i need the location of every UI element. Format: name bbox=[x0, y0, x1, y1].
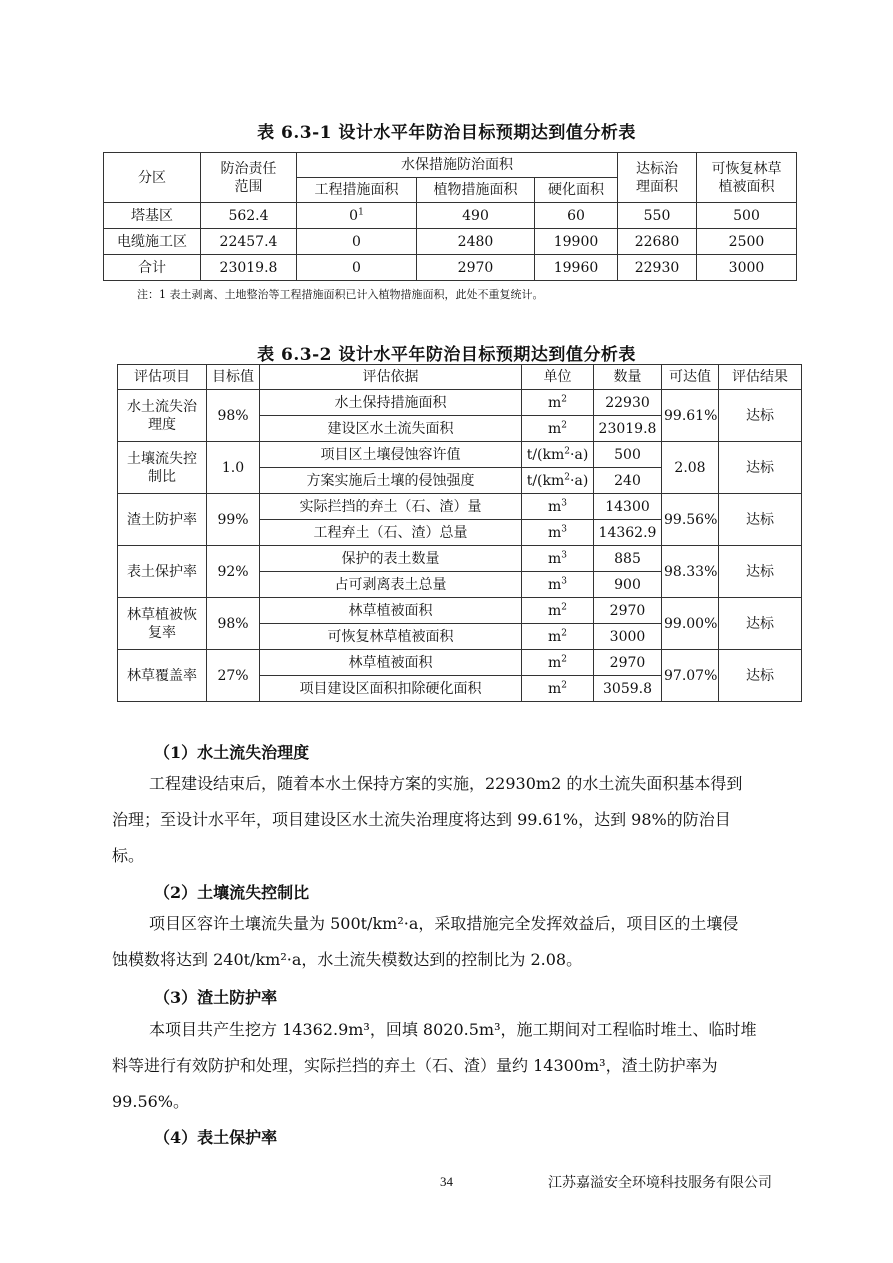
cell-basis: 建设区水土流失面积 bbox=[260, 416, 522, 442]
cell-basis: 林草植被面积 bbox=[260, 650, 522, 676]
cell-eng-value: 0 bbox=[352, 259, 361, 276]
unit-base: t/(km bbox=[526, 472, 565, 489]
cell-item-l2: 制比 bbox=[148, 468, 176, 485]
cell-resp: 562.4 bbox=[201, 203, 297, 229]
para-line: 标。 bbox=[112, 846, 145, 865]
cell-unit bbox=[522, 676, 594, 702]
cell-basis: 项目建设区面积扣除硬化面积 bbox=[260, 676, 522, 702]
unit-base: m bbox=[547, 602, 562, 619]
cell-item-l1: 林草覆盖率 bbox=[127, 667, 197, 684]
th-resp-l2: 范围 bbox=[234, 178, 263, 195]
cell-eng bbox=[297, 229, 417, 255]
cell-basis: 林草植被面积 bbox=[260, 598, 522, 624]
th-item: 评估项目 bbox=[118, 365, 207, 390]
cell-target: 92% bbox=[207, 546, 260, 598]
unit-exponent: 3 bbox=[561, 575, 567, 586]
unit-exponent: 2 bbox=[561, 419, 567, 430]
th-eng: 工程措施面积 bbox=[297, 178, 417, 203]
th-achieve: 可达值 bbox=[662, 365, 719, 390]
para-line: 蚀模数将达到 240t/km²·a，水土流失模数达到的控制比为 2.08。 bbox=[112, 950, 583, 969]
cell-unit bbox=[522, 442, 594, 468]
th-reach-l1: 达标治 bbox=[636, 160, 678, 177]
cell-item bbox=[118, 546, 207, 598]
cell-zone: 电缆施工区 bbox=[104, 229, 201, 255]
cell-qty: 885 bbox=[594, 546, 662, 572]
section-heading: （3）渣土防护率 bbox=[154, 988, 278, 1007]
cell-zone: 合计 bbox=[104, 255, 201, 281]
cell-achieve: 99.00% bbox=[662, 598, 719, 650]
cell-item-l2: 复率 bbox=[148, 624, 176, 641]
cell-resp: 23019.8 bbox=[201, 255, 297, 281]
unit-base: t/(km bbox=[526, 446, 565, 463]
cell-achieve: 99.61% bbox=[662, 390, 719, 442]
para-line: 项目区容许土壤流失量为 500t/km²·a，采取措施完全发挥效益后，项目区的土壤侵 bbox=[149, 914, 739, 933]
cell-unit bbox=[522, 520, 594, 546]
section-heading: （2）土壤流失控制比 bbox=[154, 883, 310, 902]
para-line: 99.56%。 bbox=[112, 1092, 190, 1111]
unit-exponent: 2 bbox=[561, 627, 567, 638]
cell-hard: 19900 bbox=[535, 229, 618, 255]
unit-base: m bbox=[547, 654, 562, 671]
unit-base: m bbox=[547, 498, 562, 515]
table-row bbox=[104, 203, 797, 229]
cell-basis: 水土保持措施面积 bbox=[260, 390, 522, 416]
cell-achieve: 99.56% bbox=[662, 494, 719, 546]
cell-item bbox=[118, 442, 207, 494]
cell-item bbox=[118, 598, 207, 650]
page-number: 34 bbox=[440, 1174, 453, 1189]
th-result: 评估结果 bbox=[719, 365, 802, 390]
cell-achieve: 98.33% bbox=[662, 546, 719, 598]
cell-plant: 490 bbox=[417, 203, 535, 229]
unit-exponent: 2 bbox=[564, 445, 571, 456]
cell-basis: 可恢复林草植被面积 bbox=[260, 624, 522, 650]
cell-target: 98% bbox=[207, 390, 260, 442]
th-resp bbox=[201, 153, 297, 203]
unit-base: m bbox=[547, 680, 562, 697]
th-plant: 植物措施面积 bbox=[417, 178, 535, 203]
th-basis: 评估依据 bbox=[260, 365, 522, 390]
cell-qty: 900 bbox=[594, 572, 662, 598]
unit-exponent: 3 bbox=[561, 549, 567, 560]
unit-base: m bbox=[547, 628, 562, 645]
cell-unit bbox=[522, 494, 594, 520]
unit-exponent: 3 bbox=[561, 497, 567, 508]
table2 bbox=[117, 364, 802, 702]
th-target: 目标值 bbox=[207, 365, 260, 390]
unit-exponent: 2 bbox=[564, 471, 571, 482]
cell-restore: 2500 bbox=[697, 229, 797, 255]
th-unit: 单位 bbox=[522, 365, 594, 390]
table-row bbox=[104, 255, 797, 281]
th-reach-l2: 理面积 bbox=[636, 178, 678, 195]
cell-qty: 3000 bbox=[594, 624, 662, 650]
unit-tail: ·a) bbox=[570, 446, 589, 463]
cell-plant: 2970 bbox=[417, 255, 535, 281]
table-row bbox=[118, 598, 802, 624]
cell-item bbox=[118, 494, 207, 546]
cell-result: 达标 bbox=[719, 546, 802, 598]
th-group: 水保措施防治面积 bbox=[297, 153, 618, 178]
th-qty: 数量 bbox=[594, 365, 662, 390]
cell-basis: 工程弃土（石、渣）总量 bbox=[260, 520, 522, 546]
th-zone: 分区 bbox=[104, 153, 201, 203]
cell-unit bbox=[522, 546, 594, 572]
table-row bbox=[104, 229, 797, 255]
section-heading: （1）水土流失治理度 bbox=[154, 743, 310, 762]
cell-qty: 22930 bbox=[594, 390, 662, 416]
unit-base: m bbox=[547, 576, 562, 593]
unit-exponent: 2 bbox=[561, 653, 567, 664]
cell-unit bbox=[522, 468, 594, 494]
table-row bbox=[118, 546, 802, 572]
cell-basis: 占可剥离表土总量 bbox=[260, 572, 522, 598]
cell-qty: 2970 bbox=[594, 598, 662, 624]
table-row bbox=[118, 442, 802, 468]
cell-result: 达标 bbox=[719, 442, 802, 494]
th-restore-l1: 可恢复林草 bbox=[711, 160, 782, 177]
cell-unit bbox=[522, 416, 594, 442]
cell-item-l2: 理度 bbox=[148, 416, 176, 433]
cell-basis: 保护的表土数量 bbox=[260, 546, 522, 572]
unit-tail: ·a) bbox=[570, 472, 589, 489]
cell-reach: 22930 bbox=[618, 255, 697, 281]
unit-exponent: 3 bbox=[561, 523, 567, 534]
table2-title: 表 6.3-2 设计水平年防治目标预期达到值分析表 bbox=[257, 345, 636, 365]
table1 bbox=[103, 152, 797, 281]
cell-item-l1: 渣土防护率 bbox=[127, 511, 197, 528]
cell-unit bbox=[522, 390, 594, 416]
unit-base: m bbox=[547, 550, 562, 567]
section-heading: （4）表土保护率 bbox=[154, 1128, 278, 1147]
table-row bbox=[118, 494, 802, 520]
cell-zone: 塔基区 bbox=[104, 203, 201, 229]
cell-item-l1: 表土保护率 bbox=[127, 563, 197, 580]
th-reach bbox=[618, 153, 697, 203]
table1-note: 注：1 表土剥离、土地整治等工程措施面积已计入植物措施面积，此处不重复统计。 bbox=[137, 288, 544, 301]
table-row bbox=[118, 390, 802, 416]
cell-item bbox=[118, 390, 207, 442]
para-line: 治理；至设计水平年，项目建设区水土流失治理度将达到 99.61%，达到 98%的防治目 bbox=[112, 810, 731, 829]
cell-unit bbox=[522, 624, 594, 650]
unit-exponent: 2 bbox=[561, 679, 567, 690]
cell-unit bbox=[522, 572, 594, 598]
cell-qty: 2970 bbox=[594, 650, 662, 676]
cell-achieve: 97.07% bbox=[662, 650, 719, 702]
cell-reach: 550 bbox=[618, 203, 697, 229]
cell-unit bbox=[522, 650, 594, 676]
cell-eng bbox=[297, 203, 417, 229]
cell-target: 98% bbox=[207, 598, 260, 650]
cell-result: 达标 bbox=[719, 650, 802, 702]
cell-target: 99% bbox=[207, 494, 260, 546]
cell-reach: 22680 bbox=[618, 229, 697, 255]
unit-exponent: 2 bbox=[561, 393, 567, 404]
footnote-marker: 1 bbox=[358, 206, 364, 217]
cell-basis: 方案实施后土壤的侵蚀强度 bbox=[260, 468, 522, 494]
cell-result: 达标 bbox=[719, 494, 802, 546]
unit-exponent: 2 bbox=[561, 601, 567, 612]
cell-resp: 22457.4 bbox=[201, 229, 297, 255]
table-row bbox=[118, 650, 802, 676]
cell-eng-value: 0 bbox=[352, 233, 361, 250]
cell-item bbox=[118, 650, 207, 702]
cell-qty: 500 bbox=[594, 442, 662, 468]
cell-restore: 500 bbox=[697, 203, 797, 229]
cell-result: 达标 bbox=[719, 598, 802, 650]
cell-qty: 23019.8 bbox=[594, 416, 662, 442]
cell-qty: 14362.9 bbox=[594, 520, 662, 546]
cell-achieve: 2.08 bbox=[662, 442, 719, 494]
cell-hard: 19960 bbox=[535, 255, 618, 281]
cell-basis: 实际拦挡的弃土（石、渣）量 bbox=[260, 494, 522, 520]
cell-qty: 3059.8 bbox=[594, 676, 662, 702]
cell-item-l1: 水土流失治 bbox=[127, 398, 197, 415]
unit-base: m bbox=[547, 420, 562, 437]
th-restore bbox=[697, 153, 797, 203]
th-restore-l2: 植被面积 bbox=[718, 178, 775, 195]
cell-eng-value: 0 bbox=[349, 207, 359, 224]
cell-item-l1: 土壤流失控 bbox=[127, 450, 197, 467]
section-paragraph bbox=[112, 1012, 792, 1120]
th-resp-l1: 防治责任 bbox=[220, 160, 277, 177]
cell-qty: 240 bbox=[594, 468, 662, 494]
para-line: 料等进行有效防护和处理，实际拦挡的弃土（石、渣）量约 14300m³，渣土防护率为 bbox=[112, 1056, 718, 1075]
cell-hard: 60 bbox=[535, 203, 618, 229]
unit-base: m bbox=[547, 524, 562, 541]
cell-qty: 14300 bbox=[594, 494, 662, 520]
cell-target: 27% bbox=[207, 650, 260, 702]
cell-item-l1: 林草植被恢 bbox=[127, 606, 197, 623]
section-paragraph bbox=[112, 766, 792, 874]
cell-result: 达标 bbox=[719, 390, 802, 442]
section-paragraph bbox=[112, 906, 792, 978]
unit-base: m bbox=[547, 394, 562, 411]
cell-restore: 3000 bbox=[697, 255, 797, 281]
cell-unit bbox=[522, 598, 594, 624]
cell-target: 1.0 bbox=[207, 442, 260, 494]
para-line: 工程建设结束后，随着本水土保持方案的实施，22930m2 的水土流失面积基本得到 bbox=[149, 774, 743, 793]
cell-eng bbox=[297, 255, 417, 281]
company-name: 江苏嘉溢安全环境科技服务有限公司 bbox=[548, 1175, 772, 1191]
th-hard: 硬化面积 bbox=[535, 178, 618, 203]
cell-basis: 项目区土壤侵蚀容许值 bbox=[260, 442, 522, 468]
table1-title: 表 6.3-1 设计水平年防治目标预期达到值分析表 bbox=[257, 123, 636, 143]
para-line: 本项目共产生挖方 14362.9m³，回填 8020.5m³，施工期间对工程临时堆土、临时堆 bbox=[149, 1020, 757, 1039]
cell-plant: 2480 bbox=[417, 229, 535, 255]
